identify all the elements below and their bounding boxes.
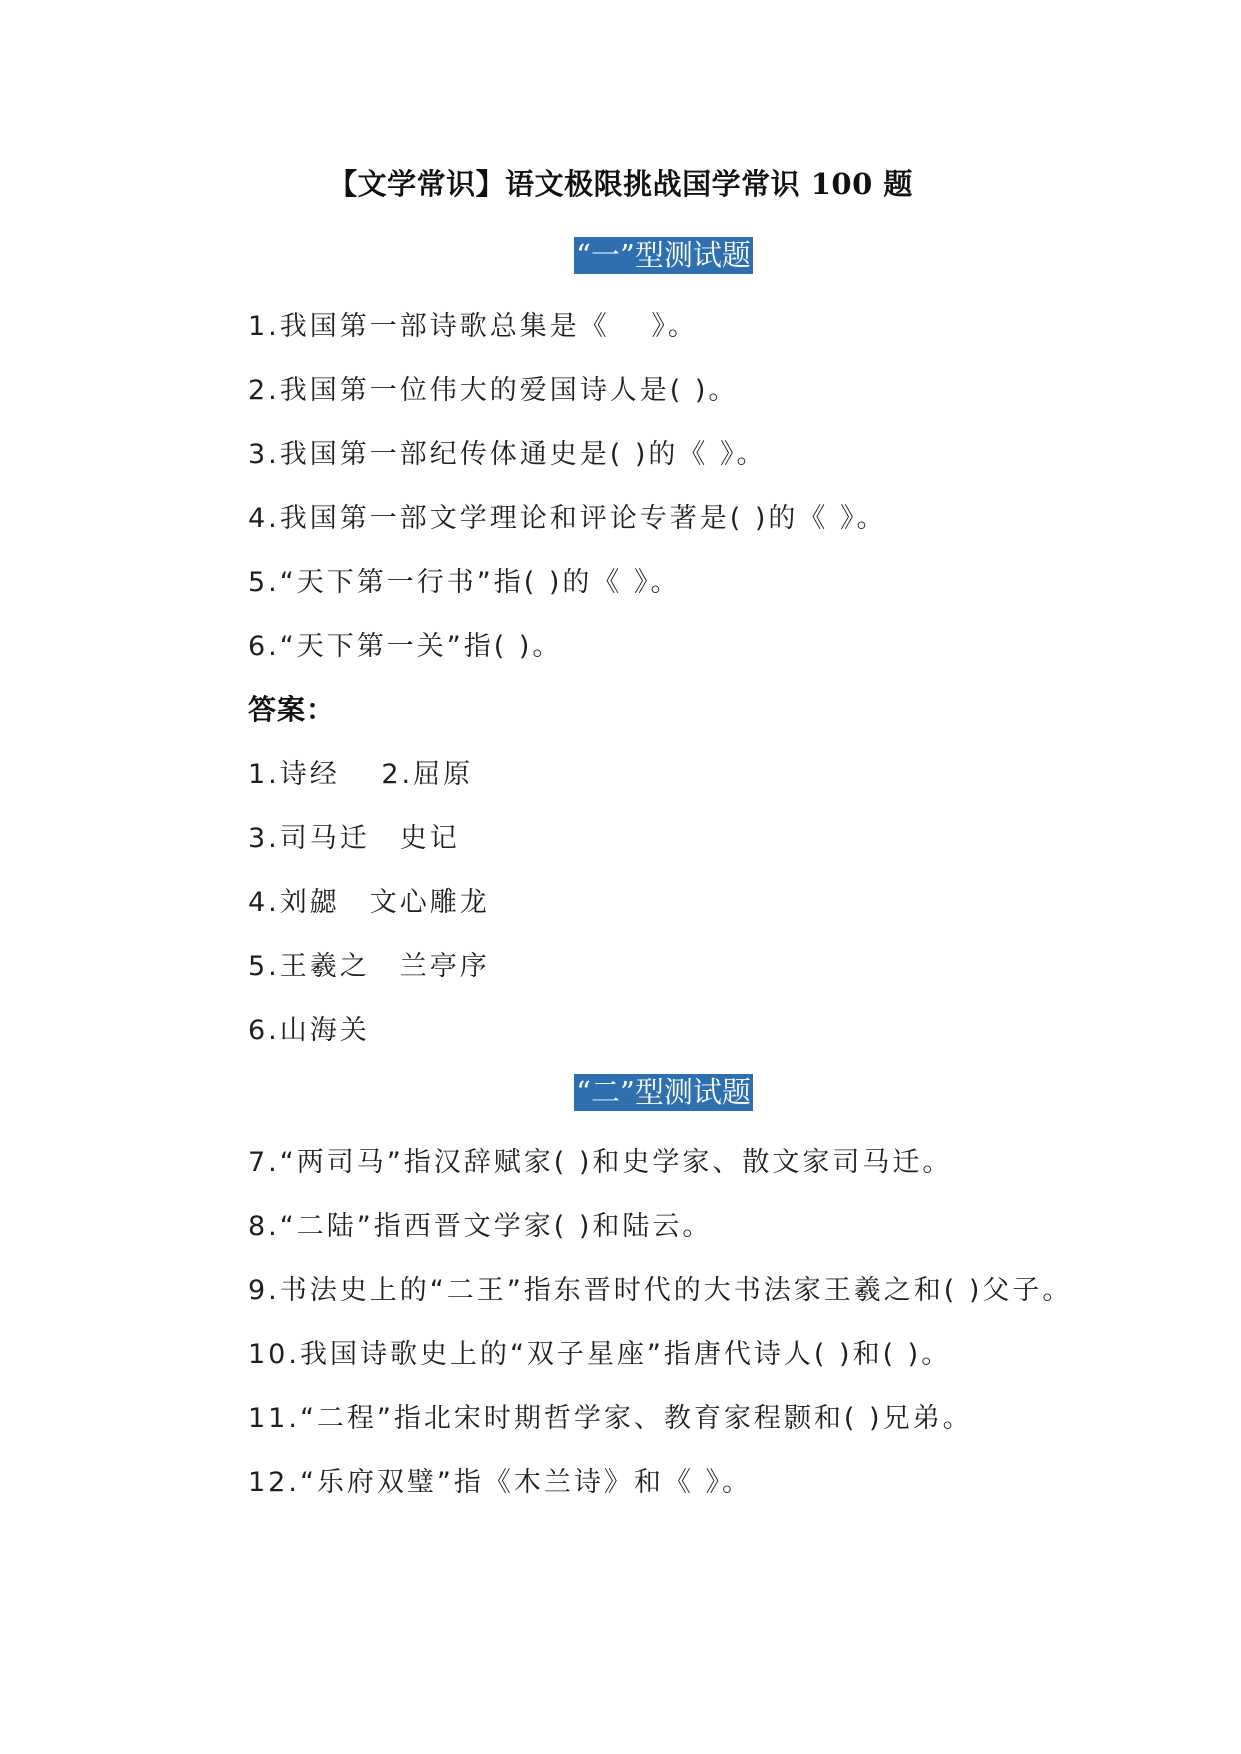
- document-title: 【文学常识】语文极限挑战国学常识 100 题: [328, 167, 913, 201]
- answer-5: 5.王羲之 兰亭序: [248, 951, 490, 982]
- question-3: 3.我国第一部纪传体通史是( )的《 》。: [248, 439, 767, 470]
- question-7: 7.“两司马”指汉辞赋家( )和史学家、散文家司马迁。: [248, 1147, 953, 1178]
- question-5: 5.“天下第一行书”指( )的《 》。: [248, 567, 681, 598]
- answer-4: 4.刘勰 文心雕龙: [248, 887, 490, 918]
- section-heading-one: [0, 237, 1241, 274]
- section-heading-two: [0, 1074, 1241, 1111]
- answer-label: 答案：: [248, 693, 336, 726]
- question-9: 9.书法史上的“二王”指东晋时代的大书法家王羲之和( )父子。: [248, 1275, 1073, 1306]
- answer-1-2: 1.诗经 2.屈原: [248, 759, 474, 790]
- section-heading-two-label: “二”型测试题: [576, 1075, 751, 1109]
- answer-6: 6.山海关: [248, 1015, 370, 1046]
- question-2: 2.我国第一位伟大的爱国诗人是( )。: [248, 375, 739, 406]
- section-heading-one-label: “一”型测试题: [576, 238, 751, 272]
- question-1: 1.我国第一部诗歌总集是《 》。: [248, 311, 698, 342]
- question-4: 4.我国第一部文学理论和评论专著是( )的《 》。: [248, 503, 887, 534]
- question-10: 10.我国诗歌史上的“双子星座”指唐代诗人( )和( )。: [248, 1339, 952, 1370]
- answer-3: 3.司马迁 史记: [248, 823, 460, 854]
- question-8: 8.“二陆”指西晋文学家( )和陆云。: [248, 1211, 713, 1242]
- question-11: 11.“二程”指北宋时期哲学家、教育家程颢和( )兄弟。: [248, 1403, 973, 1434]
- question-12: 12.“乐府双璧”指《木兰诗》和《 》。: [248, 1467, 752, 1498]
- question-6: 6.“天下第一关”指( )。: [248, 631, 563, 662]
